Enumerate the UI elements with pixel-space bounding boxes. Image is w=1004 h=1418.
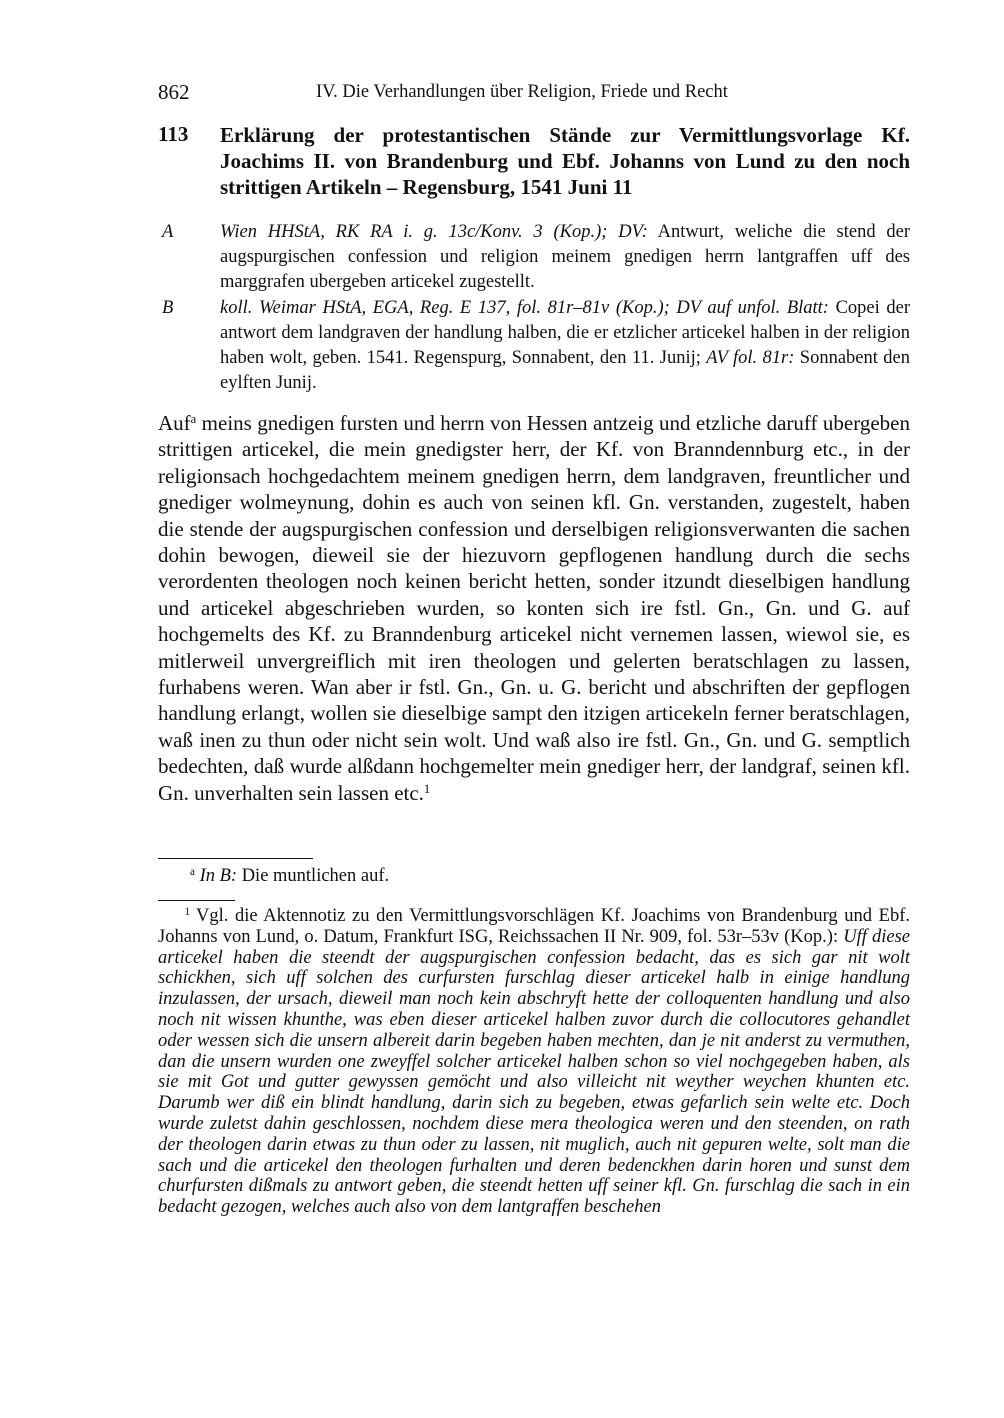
- document-title: Erklärung der protestantischen Stände zur Vermittlungsvorlage Kf. Joachims II. von Brandenburg und Ebf. Johanns von Lund zu den noch strittigen Artikeln – Regensburg, 1541 Juni 11: [220, 123, 910, 199]
- footnote-1-text: Vgl. die Aktennotiz zu den Vermittlungsvorschlägen Kf. Joachims von Brandenburg und Ebf. Johanns von Lund, o. Datum, Frankfurt ISG, Reichssachen II Nr. 909, fol. 53r–53v (Kop.):: [158, 906, 910, 947]
- footnote-a-marker: a: [190, 865, 195, 878]
- running-title: IV. Die Verhandlungen über Religion, Friede und Recht: [316, 82, 728, 102]
- footnote-1: [158, 906, 910, 1218]
- source-text-b: Copei der antwort dem landgraven der handlung halben, die er etzlicher articekel halben in der religion haben wolt, geben. 1541. Regenspurg, Sonnabent, den 11. Junij;: [220, 298, 911, 368]
- footnote-a-text: Die muntlichen auf.: [237, 866, 390, 886]
- source-text-b2: Sonnabent den eylften Junij.: [220, 348, 910, 393]
- footnote-a-label: In B:: [199, 866, 238, 886]
- source-text-a: Antwurt, weliche die stend der augspurgischen confession und religion meinem gnedigen herrn lantgraffen uff des marggrafen ubergeben articekel zugestellt.: [220, 222, 911, 292]
- source-entry-a: [220, 220, 910, 295]
- footnote-rule-a: [158, 858, 313, 859]
- footnote-marker-1: 1: [423, 781, 431, 796]
- first-word: Auf: [158, 411, 191, 435]
- source-siglum-a: A: [162, 222, 174, 242]
- main-text: [158, 410, 910, 806]
- footnote-a: [190, 866, 389, 887]
- footnote-rule-1: [158, 900, 235, 901]
- footnote-1-marker: 1: [184, 905, 190, 918]
- body-text: meins gnedigen fursten und herrn von Hessen antzeig und etzliche daruff ubergeben strittigen articekel, die mein gnedigster herr, der Kf. von Branndennburg etc., in der religionsach hochgedachtem meinem gnedigen herrn, dem landgraven, freuntlicher und gnediger wolmeynung, dohin es auch von seinen kfl. Gn. verstanden, zugestelt, haben die stende der augspurgischen confession und derselbigen religionsverwanten die sachen dohin bewogen, dieweil sie der hiezuvorn gepflogenen handlung durch die sechs verordenten theologen noch keinen bericht hetten, sonder itzundt dieselbigen handlung und articekel abgeschrieben wurden, so konten sich ire fstl. Gn., Gn. und G. auf hochgemelts des Kf. zu Branndenburg articekel nicht vernemen lassen, wiewol sie, es mitlerweil unvergreiflich mit iren theologen und gelerten beratschlagen zu lassen, furhabens weren. Wan aber ir fstl. Gn., Gn. u. G. bericht und abschriften der gepflogen handlung erlangt, wollen sie dieselbige sampt den itzigen articekeln ferner beratschlagen, waß inen zu thun oder nicht sein wolt. Und waß also ire fstl. Gn., Gn. und G. semptlich bedechten, daß wurde alßdann hochgemelter mein gnediger herr, der landgraf, seinen kfl. Gn. unverhalten sein lassen etc.: [158, 411, 910, 805]
- source-archive-b2: AV fol. 81r:: [706, 348, 795, 368]
- source-archive-a: Wien HHStA, RK RA i. g. 13c/Konv. 3 (Kop.); DV:: [220, 222, 648, 242]
- note-marker-a: a: [190, 412, 197, 427]
- source-archive-b: koll. Weimar HStA, EGA, Reg. E 137, fol. 81r–81v (Kop.); DV auf unfol. Blatt:: [220, 298, 829, 318]
- source-entry-b: [220, 296, 910, 396]
- footnote-1-quote: Uff diese articekel haben die steendt der augspurgischen confession bedacht, das es sich gar nit wolt schickhen, sich uff solchen des curfursten furschlag dieser articekel halb in einige handlung inzulassen, der ursach, dieweil man noch kein abschryft hette der colloquenten handlung und also noch nit wissen khunthe, was eben dieser articekel halben zuvor durch die collocutores gehandlet oder wessen sich die unsern albereit darin begeben haben mechten, dan je nit anderst zu vermuthen, dan die unsern wurden one zweyffel solcher articekel halben schon so viel nochgegeben haben, als sie mit Got und gutter gewyssen gemöcht und also villeicht nit weyther weychen khunten etc. Darumb wer diß ein blindt handlung, darin sich zu begeben, etwas gefarlich sein welte etc. Doch wurde zuletst dahin geschlossen, nochdem diese mera theologica weren und den steenden, on rath der theologen darin etwas zu thun oder zu lassen, nit muglich, auch nit gepuren welte, solt man die sach und die articekel den theologen furhalten und deren bedenckhen darin horen und sunst dem churfursten dißmals zu antwort geben, die steendt hetten uff seiner kfl. Gn. furschlag die sach in ein bedacht gezogen, welches auch also von dem lantgraffen beschehen: [158, 926, 910, 1218]
- source-siglum-b: B: [162, 298, 174, 318]
- document-number: 113: [158, 122, 189, 146]
- page-number: 862: [158, 80, 190, 104]
